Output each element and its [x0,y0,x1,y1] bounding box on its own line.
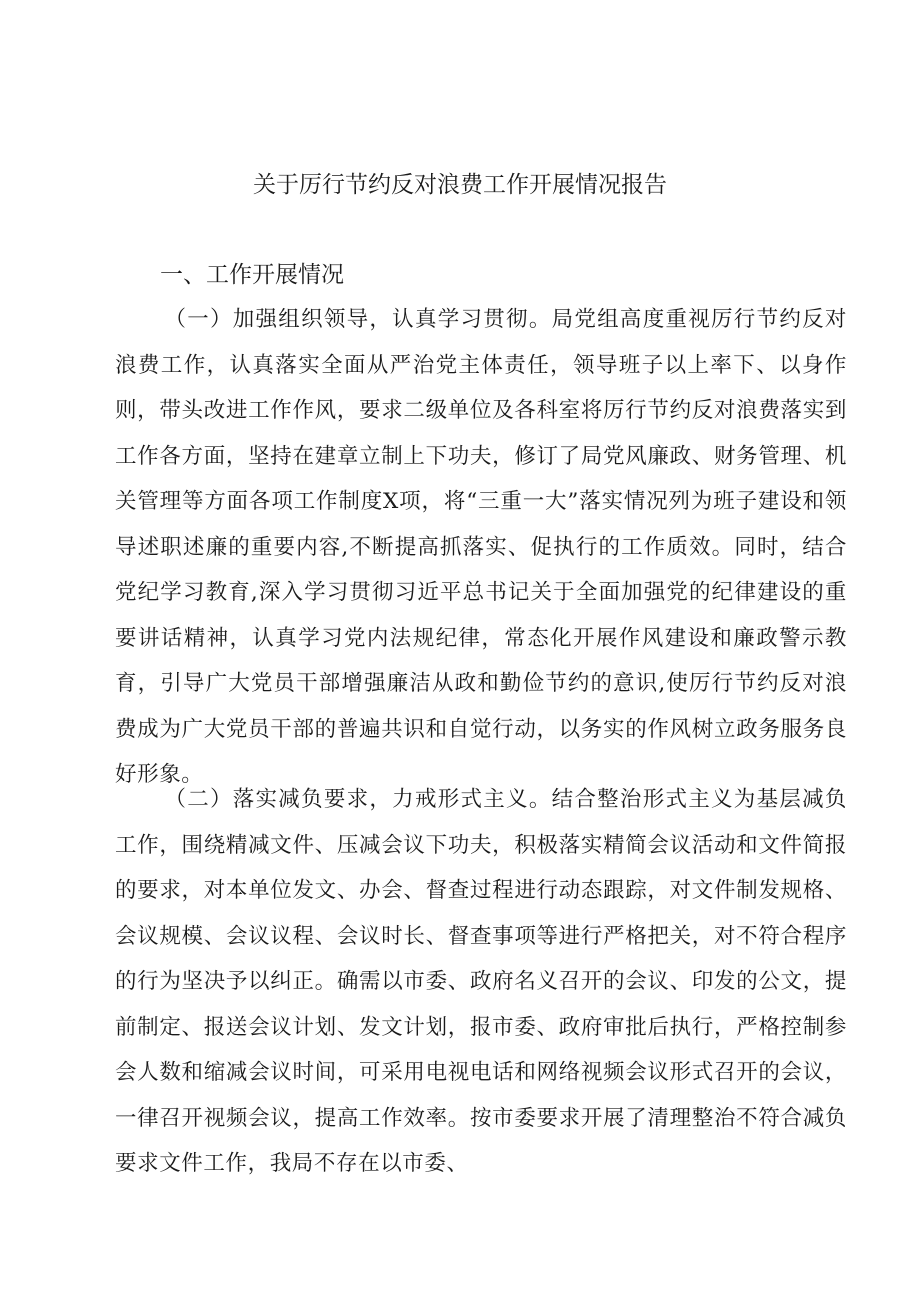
section-heading: 一、工作开展情况 [160,262,344,288]
paragraph-2: （二）落实减负要求，力戒形式主义。结合整治形式主义为基层减负工作，围绕精减文件、压减会议下功夫，积极落实精简会议活动和文件简报的要求，对本单位发文、办会、督查过程进行动态跟踪，对文件制发规格、会议规模、会议议程、会议时长、督查事项等进行严格把关，对不符合程序的行为坚决予以纠正。确需以市委、政府名义召开的会议、印发的公文，提前制定、报送会议计划、发文计划，报市委、政府审批后执行，严格控制参会人数和缩减会议时间，可采用电视电话和网络视频会议形式召开的会议，一律召开视频会议，提高工作效率。按市委要求开展了清理整治不符合减负要求文件工作，我局不存在以市委、 [115,787,847,1176]
paragraph-1: （一）加强组织领导，认真学习贯彻。局党组高度重视厉行节约反对浪费工作，认真落实全面从严治党主体责任，领导班子以上率下、以身作则，带头改进工作作风，要求二级单位及各科室将厉行节约反对浪费落实到工作各方面，坚持在建章立制上下功夫，修订了局党风廉政、财务管理、机关管理等方面各项工作制度X项，将“三重一大”落实情况列为班子建设和领导述职述廉的重要内容,不断提高抓落实、促执行的工作质效。同时，结合党纪学习教育,深入学习贯彻习近平总书记关于全面加强党的纪律建设的重要讲话精神，认真学习党内法规纪律，常态化开展作风建设和廉政警示教育，引导广大党员干部增强廉洁从政和勤俭节约的意识,使厉行节约反对浪费成为广大党员干部的普遍共识和自觉行动，以务实的作风树立政务服务良好形象。 [115,307,847,787]
document-title: 关于厉行节约反对浪费工作开展情况报告 [253,172,667,198]
